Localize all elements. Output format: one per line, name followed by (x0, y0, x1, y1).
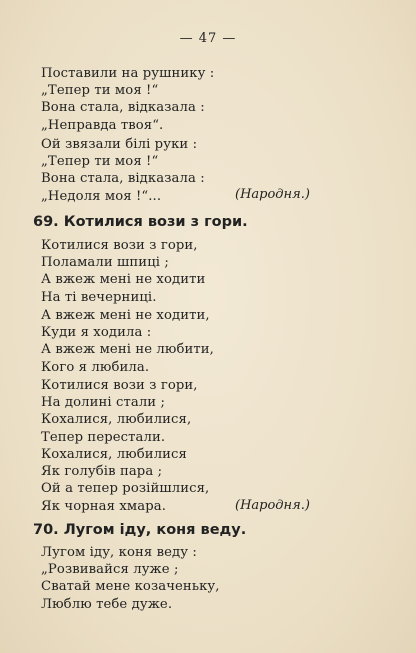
attribution: (Народня.) (235, 498, 310, 513)
verse-line: „Тепер ти моя !“ (41, 83, 159, 99)
stanza (41, 65, 214, 134)
verse-line: Лугом іду, коня веду : (41, 545, 197, 560)
verse-line: Поламали шпиці ; (41, 255, 169, 271)
stanza (41, 446, 209, 515)
attribution: (Народня.) (235, 187, 310, 202)
song-title: 70. Лугом іду, коня веду. (33, 522, 247, 538)
stanza (41, 377, 198, 446)
verse-line: „Розвивайся луже ; (41, 562, 179, 578)
verse-line: „Неправда твоя“. (41, 117, 164, 133)
verse-line: А вжеж мені не ходити (41, 272, 206, 288)
verse-line: Поставили на рушнику : (41, 66, 215, 81)
verse-line: На долині стали ; (41, 395, 166, 411)
verse-line: „Недоля моя !“... (41, 188, 162, 204)
verse-line: Котилися вози з гори, (41, 238, 198, 253)
verse-line: На ті вечерниці. (41, 289, 157, 305)
verse-line: Котилися вози з гори, (41, 378, 198, 393)
verse-line: Як чорная хмара. (41, 498, 167, 514)
verse-line: „Тепер ти моя !“ (41, 154, 159, 170)
verse-line: Кохалися, любилися (41, 447, 187, 462)
stanza (41, 237, 205, 306)
verse-line: А вжеж мені не ходити, (41, 308, 210, 323)
verse-line: Як голубів пара ; (41, 464, 163, 480)
verse-line: Ой а тепер розійшлися, (41, 481, 210, 497)
stanza (41, 307, 214, 376)
verse-line: Вона стала, відказала : (41, 100, 205, 116)
verse-line: Ой звязали білі руки : (41, 137, 198, 152)
verse-line: Куди я ходила : (41, 325, 152, 341)
verse-line: Кохалися, любилися, (41, 412, 192, 428)
verse-line: Люблю тебе дуже. (41, 596, 173, 612)
page-number: — 47 — (179, 31, 237, 46)
verse-line: А вжеж мені не любити, (41, 342, 214, 358)
verse-line: Сватай мене козаченьку, (41, 579, 220, 595)
song-title: 69. Котилися вози з гори. (33, 214, 248, 230)
stanza (41, 544, 220, 613)
verse-line: Вона стала, відказала : (41, 171, 205, 187)
verse-line: Кого я любила. (41, 359, 150, 375)
verse-line: Тепер перестали. (41, 429, 166, 445)
